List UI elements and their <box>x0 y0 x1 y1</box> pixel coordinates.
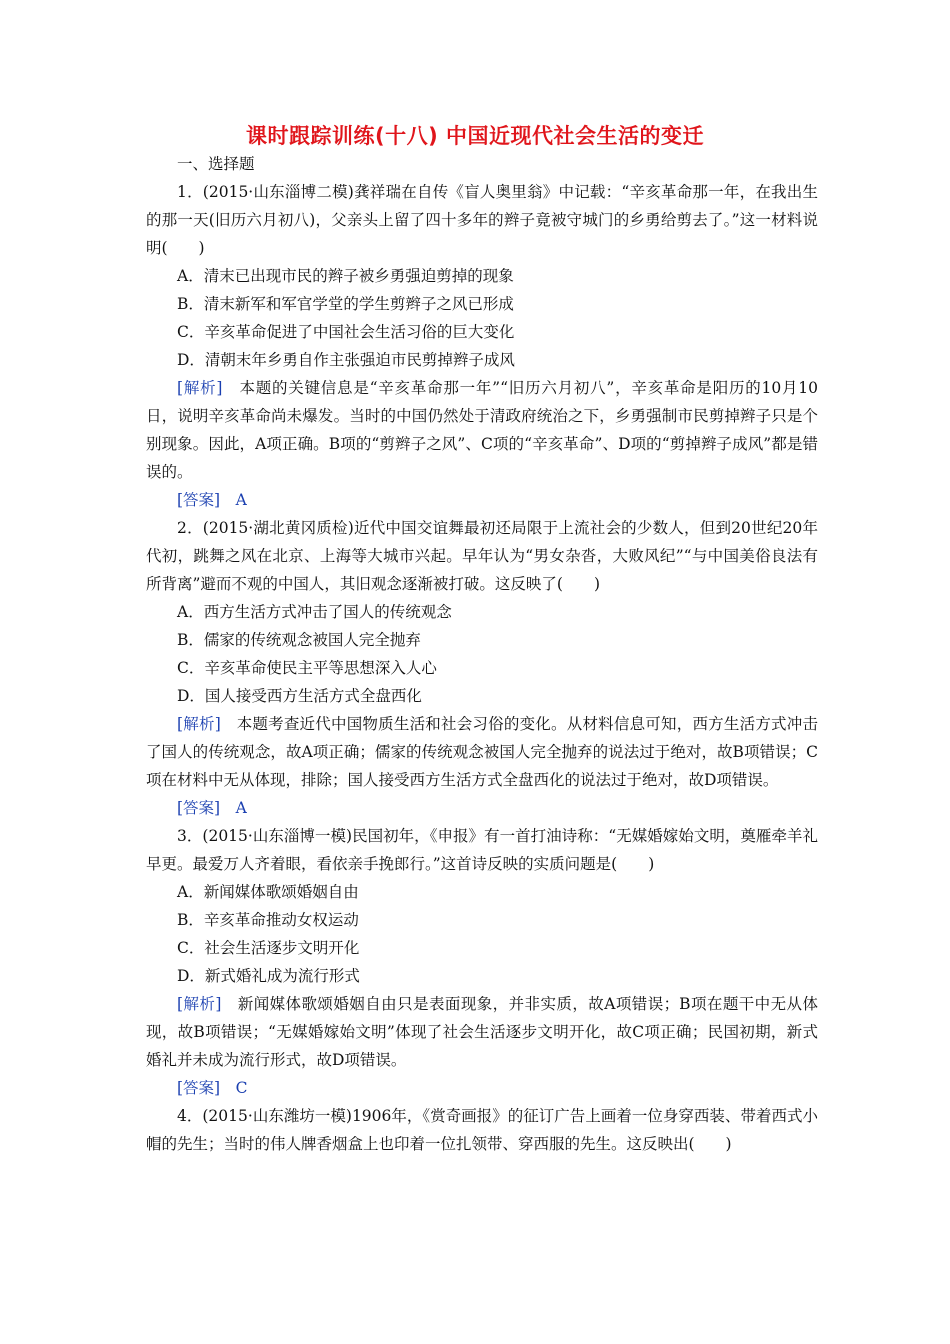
option-a: A．清末已出现市民的辫子被乡勇强迫剪掉的现象 <box>177 267 514 285</box>
question-1 <box>146 178 818 514</box>
option-b: B．清末新军和军官学堂的学生剪辫子之风已形成 <box>177 295 514 313</box>
option-b: B．儒家的传统观念被国人完全抛弃 <box>177 631 421 649</box>
question-stem: 4．(2015·山东潍坊一模)1906年，《赏奇画报》的征订广告上画着一位身穿西装、带着西式小帽的先生；当时的伟人牌香烟盒上也印着一位扎领带、穿西服的先生。这反映出( ) <box>146 1107 818 1153</box>
option-d: D．清朝末年乡勇自作主张强迫市民剪掉辫子成风 <box>177 351 515 369</box>
option-d: D．国人接受西方生活方式全盘西化 <box>177 687 422 705</box>
option-c: C．辛亥革命使民主平等思想深入人心 <box>177 659 437 677</box>
page-title: 课时跟踪训练(十八) 中国近现代社会生活的变迁 <box>245 124 704 148</box>
answer-value: C <box>235 1079 248 1097</box>
question-stem: 2．(2015·湖北黄冈质检)近代中国交谊舞最初还局限于上流社会的少数人，但到20世纪20年代初，跳舞之风在北京、上海等大城市兴起。早年认为“男女杂沓，大败风纪”“与中国美俗良法有所背离”避而不观的中国人，其旧观念逐渐被打破。这反映了( ) <box>146 519 818 593</box>
option-a: A．新闻媒体歌颂婚姻自由 <box>177 883 359 901</box>
answer <box>146 794 818 822</box>
question-2 <box>146 514 818 822</box>
option-a: A．西方生活方式冲击了国人的传统观念 <box>177 603 452 621</box>
option-c: C．辛亥革命促进了中国社会生活习俗的巨大变化 <box>177 323 515 341</box>
question-3 <box>146 822 818 1102</box>
analysis <box>146 374 818 486</box>
document-body <box>146 150 818 1158</box>
option-b: B．辛亥革命推动女权运动 <box>177 911 359 929</box>
answer <box>146 486 818 514</box>
analysis-label: [解析] <box>177 995 222 1013</box>
analysis-text: 本题的关键信息是“辛亥革命那一年”“旧历六月初八”，辛亥革命是阳历的10月10日，说明辛亥革命尚未爆发。当时的中国仍然处于清政府统治之下，乡勇强制市民剪掉辫子只是个别现象。因此，A项正确。B项的“剪辫子之风”、C项的“辛亥革命”、D项的“剪掉辫子成风”都是错误的。 <box>146 379 818 481</box>
question-4 <box>146 1102 818 1158</box>
question-stem: 3．(2015·山东淄博一模)民国初年，《申报》有一首打油诗称：“无媒婚嫁始文明，奠雁牵羊礼早更。最爱万人齐着眼，看依亲手挽郎行。”这首诗反映的实质问题是( ) <box>146 827 818 873</box>
answer-label: [答案] <box>177 1079 221 1097</box>
answer-value: A <box>235 491 247 509</box>
answer-label: [答案] <box>177 491 221 509</box>
question-stem: 1．(2015·山东淄博二模)龚祥瑞在自传《盲人奥里翁》中记载：“辛亥革命那一年，在我出生的那一天(旧历六月初八)，父亲头上留了四十多年的辫子竟被守城门的乡勇给剪去了。”这一材料说明( ) <box>146 183 818 257</box>
section-heading: 一、选择题 <box>177 155 255 173</box>
option-c: C．社会生活逐步文明开化 <box>177 939 360 957</box>
answer-value: A <box>235 799 247 817</box>
analysis <box>146 990 818 1074</box>
analysis <box>146 710 818 794</box>
analysis-label: [解析] <box>177 379 223 397</box>
answer-label: [答案] <box>177 799 221 817</box>
answer <box>146 1074 818 1102</box>
analysis-label: [解析] <box>177 715 221 733</box>
option-d: D．新式婚礼成为流行形式 <box>177 967 360 985</box>
analysis-text: 新闻媒体歌颂婚姻自由只是表面现象，并非实质，故A项错误；B项在题干中无从体现，故B项错误；“无媒婚嫁始文明”体现了社会生活逐步文明开化，故C项正确；民国初期，新式婚礼并未成为流行形式，故D项错误。 <box>146 995 818 1069</box>
analysis-text: 本题考查近代中国物质生活和社会习俗的变化。从材料信息可知，西方生活方式冲击了国人的传统观念，故A项正确；儒家的传统观念被国人完全抛弃的说法过于绝对，故B项错误；C项在材料中无从体现，排除；国人接受西方生活方式全盘西化的说法过于绝对，故D项错误。 <box>146 715 818 789</box>
